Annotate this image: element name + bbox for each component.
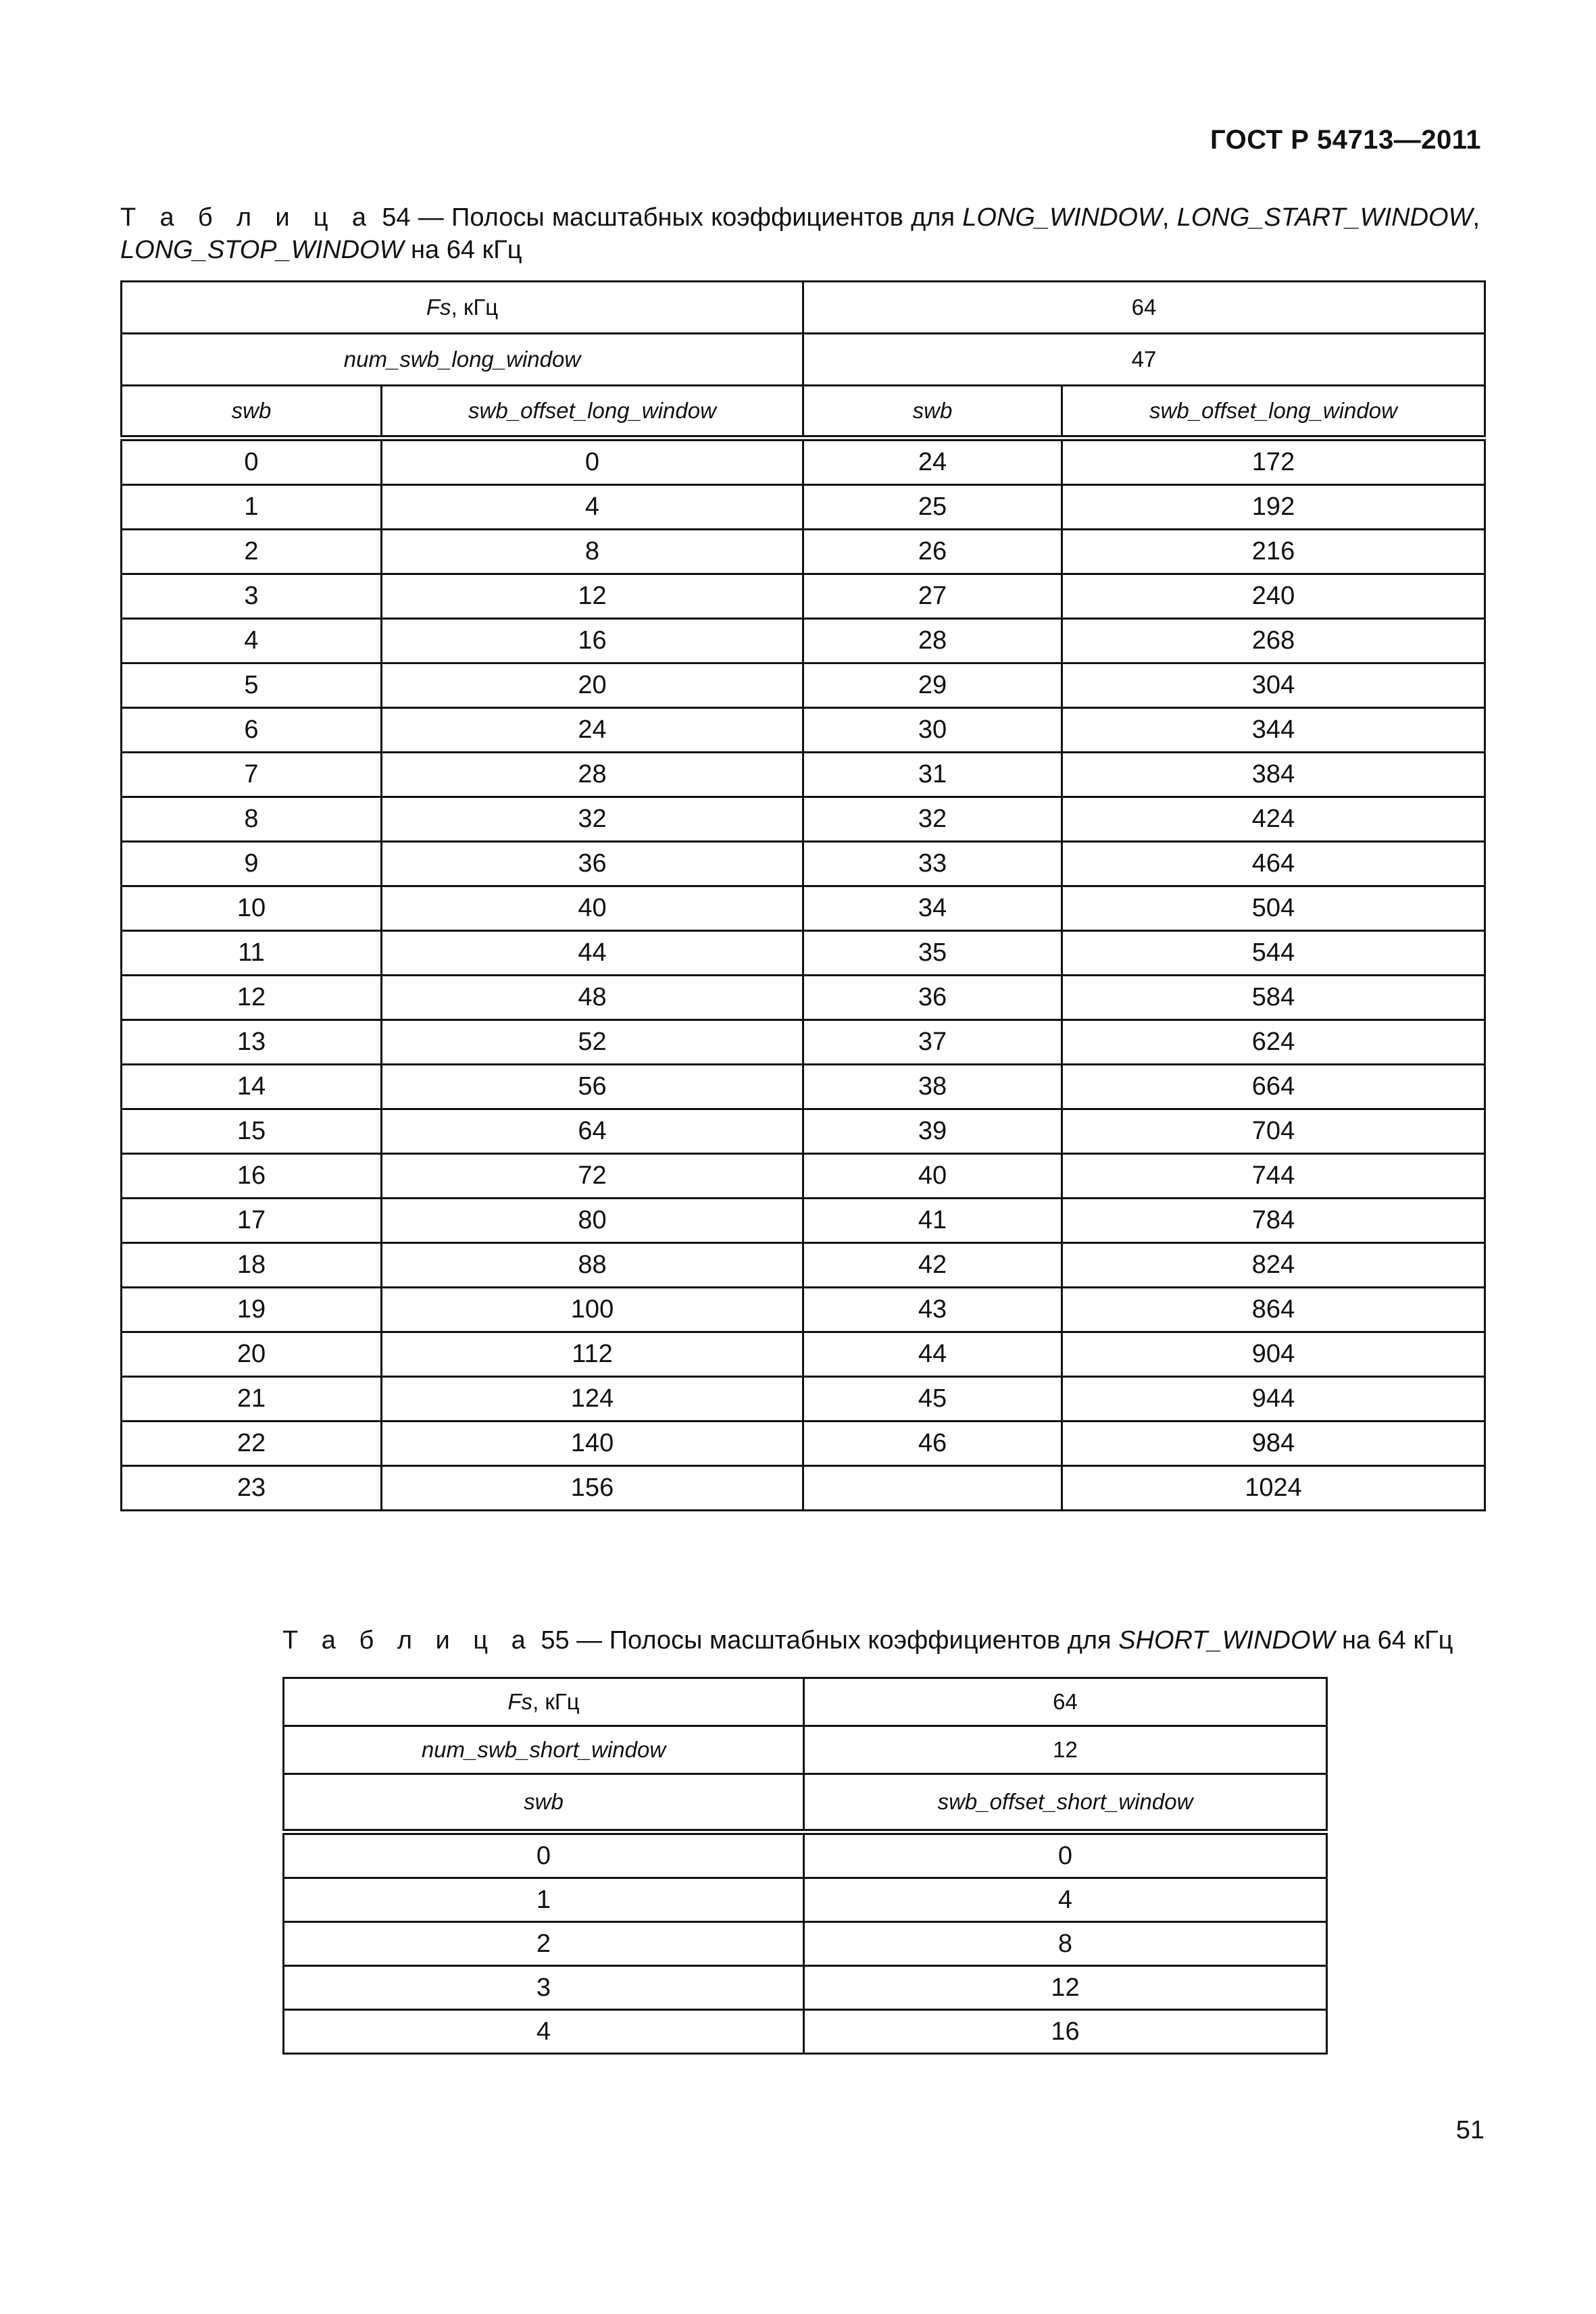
header-row-num-swb <box>122 334 1485 386</box>
fs-value-cell: 64 <box>803 282 1485 334</box>
num-swb-value-cell: 47 <box>803 334 1485 386</box>
table-cell: 18 <box>122 1243 382 1288</box>
table-cell: 39 <box>803 1109 1062 1154</box>
column-header-row <box>122 386 1485 438</box>
table-cell: 584 <box>1062 976 1485 1020</box>
table-cell: 52 <box>382 1020 803 1065</box>
table-row <box>122 1332 1485 1377</box>
table-cell: 6 <box>122 708 382 753</box>
table-cell: 15 <box>122 1109 382 1154</box>
fs-symbol: Fs <box>507 1689 533 1714</box>
table-row <box>122 1109 1485 1154</box>
table-row <box>122 753 1485 797</box>
table-cell: 3 <box>284 1966 804 2010</box>
table-cell: 8 <box>804 1922 1327 1966</box>
document-id: ГОСТ Р 54713—2011 <box>1210 125 1481 155</box>
caption-term-long-window: LONG_WINDOW <box>962 203 1162 232</box>
table-cell: 5 <box>122 663 382 708</box>
table-cell: 38 <box>803 1065 1062 1109</box>
table-cell: 0 <box>284 1832 804 1878</box>
caption-word: Т а б л и ц а <box>120 203 374 232</box>
table-cell: 17 <box>122 1199 382 1243</box>
table-cell: 41 <box>803 1199 1062 1243</box>
table-cell: 112 <box>382 1332 803 1377</box>
table-cell: 21 <box>122 1377 382 1422</box>
table-cell: 24 <box>382 708 803 753</box>
page-number: 51 <box>1455 2116 1485 2144</box>
table-cell: 56 <box>382 1065 803 1109</box>
table-cell: 32 <box>382 797 803 842</box>
table-cell: 31 <box>803 753 1062 797</box>
table-cell: 40 <box>382 886 803 931</box>
table-cell: 3 <box>122 574 382 619</box>
table-cell: 10 <box>122 886 382 931</box>
fs-symbol: Fs <box>426 295 451 320</box>
table-row <box>122 574 1485 619</box>
table-row <box>122 1020 1485 1065</box>
table-row <box>122 842 1485 886</box>
caption-text: — Полосы масштабных коэффициентов для <box>410 203 963 232</box>
col-header-offset: swb_offset_long_window <box>382 386 803 438</box>
col-header-offset-2: swb_offset_long_window <box>1062 386 1485 438</box>
table-cell: 0 <box>382 438 803 485</box>
table-row <box>122 1065 1485 1109</box>
table-row <box>122 976 1485 1020</box>
table-row <box>122 708 1485 753</box>
table-cell: 19 <box>122 1288 382 1332</box>
table-row <box>284 2010 1327 2054</box>
table-cell: 14 <box>122 1065 382 1109</box>
table-row <box>122 1199 1485 1243</box>
table-cell: 45 <box>803 1377 1062 1422</box>
table-cell: 12 <box>804 1966 1327 2010</box>
table-row <box>122 663 1485 708</box>
table-cell: 4 <box>382 485 803 530</box>
table-cell: 4 <box>284 2010 804 2054</box>
table-cell: 744 <box>1062 1154 1485 1199</box>
table-cell: 25 <box>803 485 1062 530</box>
table-cell: 344 <box>1062 708 1485 753</box>
num-swb-label-cell: num_swb_long_window <box>122 334 803 386</box>
table-cell: 1 <box>122 485 382 530</box>
table-cell: 64 <box>382 1109 803 1154</box>
table-cell: 172 <box>1062 438 1485 485</box>
table-row <box>284 1832 1327 1878</box>
table-cell: 20 <box>122 1332 382 1377</box>
caption-term-long-start-window: LONG_START_WINDOW <box>1176 203 1473 232</box>
table-cell: 16 <box>122 1154 382 1199</box>
caption-term-short-window: SHORT_WINDOW <box>1118 1626 1335 1655</box>
column-header-row <box>284 1774 1327 1832</box>
table-cell: 36 <box>382 842 803 886</box>
table-cell: 48 <box>382 976 803 1020</box>
fs-value-cell: 64 <box>804 1678 1327 1726</box>
table-row <box>122 931 1485 976</box>
table-cell: 8 <box>122 797 382 842</box>
table-cell: 384 <box>1062 753 1485 797</box>
table-cell: 304 <box>1062 663 1485 708</box>
table-cell: 23 <box>122 1466 382 1511</box>
col-header-offset: swb_offset_short_window <box>804 1774 1327 1832</box>
table-cell: 42 <box>803 1243 1062 1288</box>
table-cell: 80 <box>382 1199 803 1243</box>
table-cell: 4 <box>122 619 382 663</box>
caption-word: Т а б л и ц а <box>282 1626 534 1655</box>
table-cell: 824 <box>1062 1243 1485 1288</box>
table-cell: 984 <box>1062 1422 1485 1466</box>
table-cell: 156 <box>382 1466 803 1511</box>
table-cell <box>803 1466 1062 1511</box>
table-cell: 904 <box>1062 1332 1485 1377</box>
table-cell: 16 <box>804 2010 1327 2054</box>
table-row <box>122 886 1485 931</box>
table-cell: 22 <box>122 1422 382 1466</box>
table-cell: 424 <box>1062 797 1485 842</box>
table-cell: 664 <box>1062 1065 1485 1109</box>
table-row <box>122 797 1485 842</box>
table-cell: 192 <box>1062 485 1485 530</box>
table-cell: 268 <box>1062 619 1485 663</box>
table-54-caption: Т а б л и ц а 54 — Полосы масштабных коэффициентов для LONG_WINDOW, LONG_START_WINDOW, LONG_STOP_WINDOW на 64 кГц <box>120 203 1480 264</box>
table-cell: 140 <box>382 1422 803 1466</box>
table-cell: 4 <box>804 1878 1327 1922</box>
caption-term-long-stop-window: LONG_STOP_WINDOW <box>120 236 404 264</box>
table-row <box>122 1154 1485 1199</box>
fs-unit: , кГц <box>532 1689 580 1714</box>
table-row <box>122 438 1485 485</box>
table-cell: 26 <box>803 530 1062 574</box>
table-cell: 216 <box>1062 530 1485 574</box>
num-swb-label-cell: num_swb_short_window <box>284 1726 804 1774</box>
table-row <box>122 1466 1485 1511</box>
caption-tail: на 64 кГц <box>1335 1626 1453 1655</box>
table-cell: 88 <box>382 1243 803 1288</box>
table-cell: 29 <box>803 663 1062 708</box>
table-55 <box>282 1677 1328 2055</box>
table-cell: 11 <box>122 931 382 976</box>
table-cell: 13 <box>122 1020 382 1065</box>
col-header-swb-2: swb <box>803 386 1062 438</box>
table-cell: 46 <box>803 1422 1062 1466</box>
fs-unit: , кГц <box>451 295 499 320</box>
table-cell: 624 <box>1062 1020 1485 1065</box>
fs-label-cell <box>122 282 803 334</box>
table-cell: 544 <box>1062 931 1485 976</box>
table-cell: 8 <box>382 530 803 574</box>
table-row <box>122 1288 1485 1332</box>
table-cell: 2 <box>122 530 382 574</box>
table-row <box>284 1966 1327 2010</box>
table-55-caption <box>282 1624 1453 1657</box>
table-cell: 124 <box>382 1377 803 1422</box>
table-cell: 2 <box>284 1922 804 1966</box>
col-header-swb: swb <box>284 1774 804 1832</box>
caption-text: — Полосы масштабных коэффициентов для <box>569 1626 1119 1655</box>
table-cell: 16 <box>382 619 803 663</box>
table-row <box>122 1422 1485 1466</box>
caption-tail: на 64 кГц <box>403 236 522 264</box>
table-cell: 504 <box>1062 886 1485 931</box>
table-cell: 24 <box>803 438 1062 485</box>
table-cell: 34 <box>803 886 1062 931</box>
col-header-swb: swb <box>122 386 382 438</box>
table-cell: 7 <box>122 753 382 797</box>
table-cell: 28 <box>382 753 803 797</box>
table-cell: 35 <box>803 931 1062 976</box>
table-cell: 28 <box>803 619 1062 663</box>
table-cell: 944 <box>1062 1377 1485 1422</box>
table-cell: 0 <box>122 438 382 485</box>
table-row <box>122 1377 1485 1422</box>
table-cell: 36 <box>803 976 1062 1020</box>
caption-number: 55 <box>541 1626 570 1655</box>
table-cell: 464 <box>1062 842 1485 886</box>
header-row-fs <box>122 282 1485 334</box>
table-cell: 43 <box>803 1288 1062 1332</box>
caption-number: 54 <box>382 203 411 232</box>
table-row <box>122 485 1485 530</box>
table-cell: 12 <box>382 574 803 619</box>
table-cell: 72 <box>382 1154 803 1199</box>
table-cell: 9 <box>122 842 382 886</box>
table-cell: 44 <box>803 1332 1062 1377</box>
table-cell: 0 <box>804 1832 1327 1878</box>
table-cell: 240 <box>1062 574 1485 619</box>
table-cell: 27 <box>803 574 1062 619</box>
table-row <box>284 1922 1327 1966</box>
table-cell: 37 <box>803 1020 1062 1065</box>
table-row <box>122 619 1485 663</box>
num-swb-value-cell: 12 <box>804 1726 1327 1774</box>
table-cell: 704 <box>1062 1109 1485 1154</box>
header-row-fs <box>284 1678 1327 1726</box>
table-row <box>122 530 1485 574</box>
table-cell: 30 <box>803 708 1062 753</box>
table-cell: 12 <box>122 976 382 1020</box>
table-cell: 1 <box>284 1878 804 1922</box>
table-cell: 32 <box>803 797 1062 842</box>
table-cell: 1024 <box>1062 1466 1485 1511</box>
table-cell: 40 <box>803 1154 1062 1199</box>
table-cell: 33 <box>803 842 1062 886</box>
header-row-num-swb <box>284 1726 1327 1774</box>
table-54 <box>120 280 1486 1511</box>
fs-label-cell <box>284 1678 804 1726</box>
table-row <box>284 1878 1327 1922</box>
table-cell: 784 <box>1062 1199 1485 1243</box>
table-cell: 20 <box>382 663 803 708</box>
table-row <box>122 1243 1485 1288</box>
table-cell: 100 <box>382 1288 803 1332</box>
table-cell: 44 <box>382 931 803 976</box>
table-cell: 864 <box>1062 1288 1485 1332</box>
